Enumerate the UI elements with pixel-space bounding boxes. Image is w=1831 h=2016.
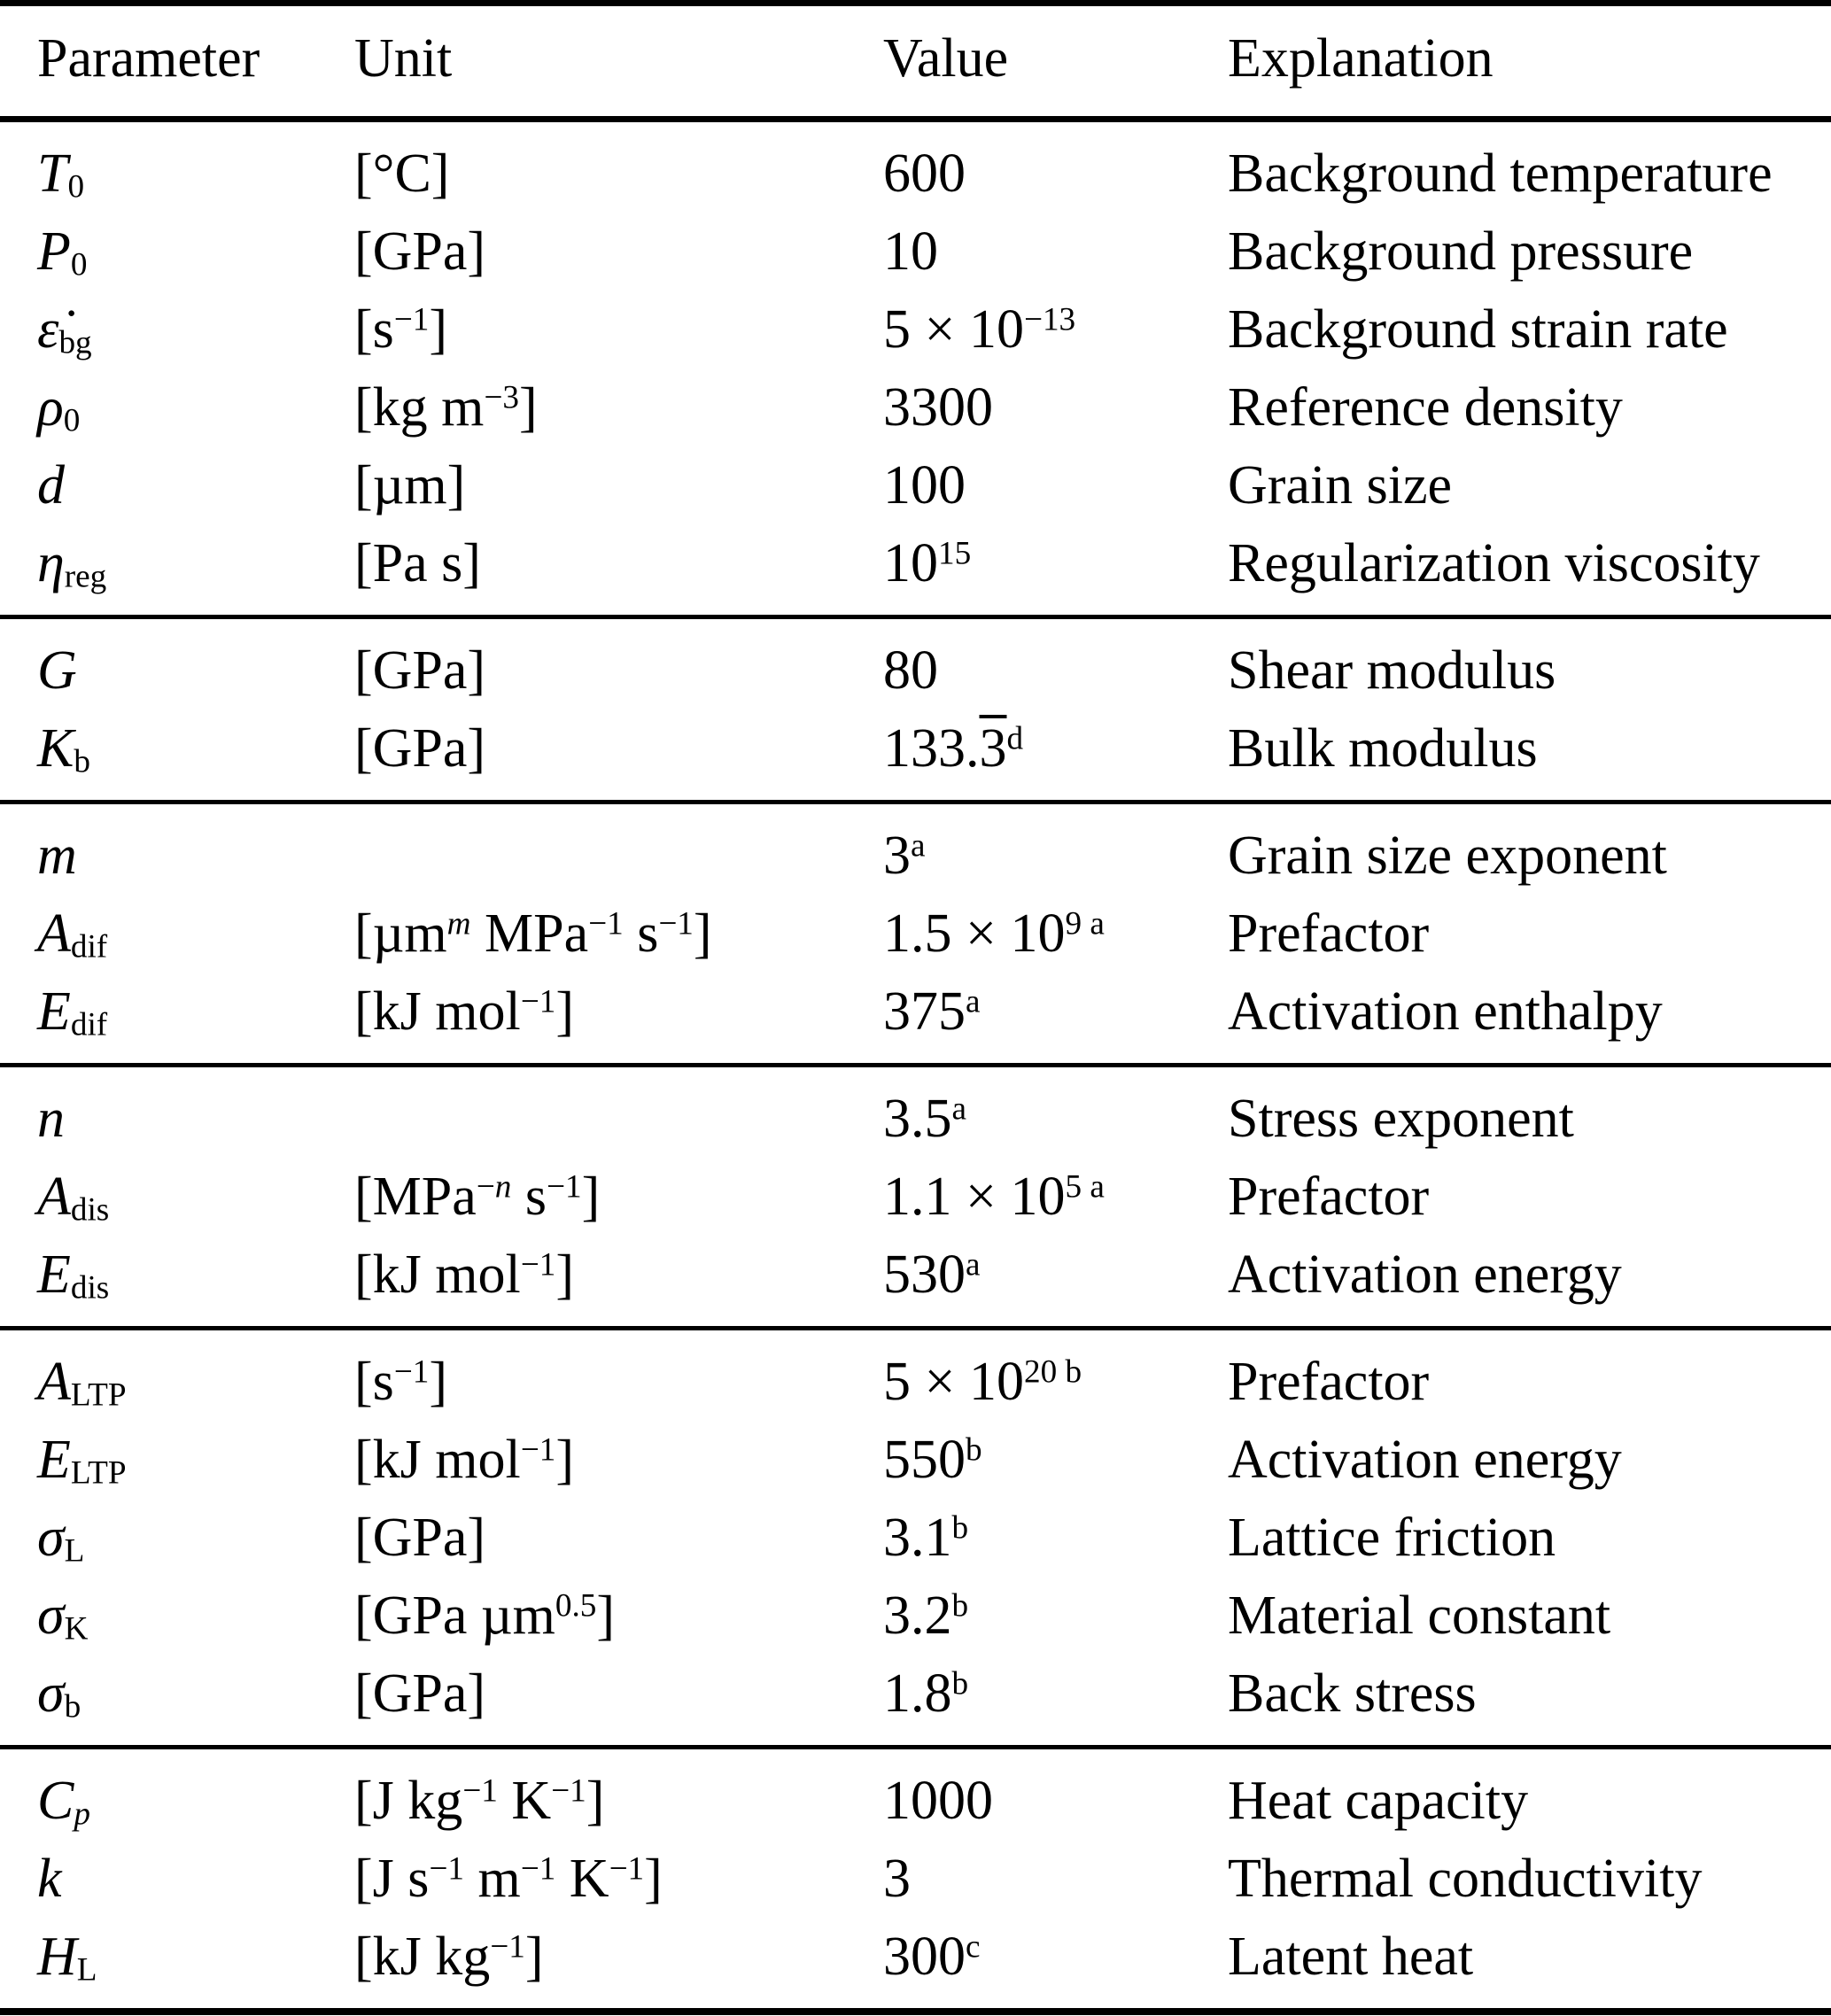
text-run: Prefactor xyxy=(1228,903,1430,964)
text-run: a xyxy=(966,1246,981,1283)
value-cell xyxy=(883,1655,1228,1748)
explanation-cell xyxy=(1228,1918,1831,2012)
text-run: b xyxy=(951,1665,969,1702)
text-run: LTP xyxy=(70,1376,127,1414)
parameter-cell xyxy=(0,1236,354,1329)
col-header-unit: Unit xyxy=(354,28,453,89)
explanation-cell xyxy=(1228,1236,1831,1329)
text-run: [kJ mol xyxy=(354,981,521,1042)
table-row xyxy=(0,803,1831,896)
parameter-cell xyxy=(0,291,354,368)
text-run: K xyxy=(64,1610,89,1648)
text-run: Prefactor xyxy=(1228,1352,1430,1412)
text-run: 3.5 xyxy=(883,1089,952,1149)
value-cell xyxy=(883,973,1228,1066)
text-run: E xyxy=(37,981,71,1042)
text-run: n xyxy=(494,1168,512,1206)
text-run: K xyxy=(497,1771,552,1831)
value-cell xyxy=(883,1918,1228,2012)
unit-cell xyxy=(354,1918,883,2012)
text-run: E xyxy=(37,1244,71,1305)
text-run: 10 xyxy=(883,533,938,593)
table-row xyxy=(0,1329,1831,1422)
text-run: ] xyxy=(429,299,448,360)
parameter-cell xyxy=(0,1655,354,1748)
text-run: −1 xyxy=(609,1850,645,1888)
text-run: 3 xyxy=(883,1849,911,1909)
text-run: dif xyxy=(70,928,108,965)
table-row xyxy=(0,895,1831,973)
text-run: 600 xyxy=(883,143,966,204)
parameter-cell xyxy=(0,617,354,710)
text-run: ] xyxy=(555,1430,574,1490)
value-cell xyxy=(883,524,1228,617)
text-run: −1 xyxy=(429,1850,464,1888)
col-header-value: Value xyxy=(883,28,1009,89)
table-row xyxy=(0,1499,1831,1577)
text-run: m xyxy=(463,1849,521,1909)
unit-cell xyxy=(354,1158,883,1236)
table-row xyxy=(0,709,1831,803)
explanation-cell xyxy=(1228,1329,1831,1422)
text-run: Stress exponent xyxy=(1228,1089,1574,1149)
text-run: k xyxy=(37,1849,62,1909)
text-run: dis xyxy=(70,1269,110,1307)
text-run: p xyxy=(74,1795,90,1833)
col-header-explanation: Explanation xyxy=(1228,28,1494,89)
text-run: 300 xyxy=(883,1927,966,1987)
text-run: ] xyxy=(555,981,574,1042)
table-body xyxy=(0,120,1831,2012)
text-run: [Pa s] xyxy=(354,533,481,593)
text-run: Lattice friction xyxy=(1228,1508,1556,1568)
text-run: n xyxy=(37,1089,65,1149)
table-row xyxy=(0,1918,1831,2012)
text-run: −1 xyxy=(393,1353,430,1391)
text-run: K xyxy=(37,718,74,779)
unit-cell xyxy=(354,1329,883,1422)
value-cell xyxy=(883,1499,1228,1577)
table-row xyxy=(0,617,1831,710)
explanation-cell xyxy=(1228,368,1831,446)
text-run: [°C] xyxy=(354,143,450,204)
text-run: 3.1 xyxy=(883,1508,952,1568)
parameter-cell xyxy=(0,1577,354,1655)
table-row xyxy=(0,1840,1831,1918)
text-run: d xyxy=(37,455,65,516)
unit-cell xyxy=(354,368,883,446)
text-run: b xyxy=(951,1509,969,1547)
explanation-cell xyxy=(1228,446,1831,524)
value-cell xyxy=(883,1421,1228,1499)
text-run: Activation energy xyxy=(1228,1244,1622,1305)
table-row xyxy=(0,368,1831,446)
unit-cell xyxy=(354,1066,883,1159)
text-run: [GPa] xyxy=(354,221,486,282)
text-run: 100 xyxy=(883,455,966,516)
text-run: [GPa] xyxy=(354,718,486,779)
text-run: 0 xyxy=(63,402,81,439)
text-run: ε̇ xyxy=(37,299,59,360)
table-row xyxy=(0,213,1831,291)
text-run: A xyxy=(37,1167,71,1227)
explanation-cell xyxy=(1228,617,1831,710)
table-row xyxy=(0,1748,1831,1841)
col-header-parameter: Parameter xyxy=(37,28,260,89)
text-run: −1 xyxy=(588,905,624,942)
value-cell xyxy=(883,803,1228,896)
unit-cell xyxy=(354,1840,883,1918)
text-run: 3 xyxy=(979,718,1007,779)
value-cell xyxy=(883,895,1228,973)
table-row xyxy=(0,1655,1831,1748)
table-row xyxy=(0,1577,1831,1655)
text-run: [kJ mol xyxy=(354,1430,521,1490)
parameter-cell xyxy=(0,368,354,446)
text-run: −3 xyxy=(484,379,519,416)
text-run: Back stress xyxy=(1228,1663,1477,1724)
text-run: 1000 xyxy=(883,1771,993,1831)
text-run: dis xyxy=(70,1191,110,1229)
parameter-cell xyxy=(0,1066,354,1159)
value-cell xyxy=(883,1236,1228,1329)
text-run: m xyxy=(446,905,471,942)
text-run: ] xyxy=(518,377,538,438)
text-run: [J s xyxy=(354,1849,430,1909)
parameter-cell xyxy=(0,1918,354,2012)
parameter-cell xyxy=(0,213,354,291)
text-run: −1 xyxy=(520,983,556,1020)
text-run: 5 × 10 xyxy=(883,1352,1024,1412)
table-row xyxy=(0,524,1831,617)
text-run: Regularization viscosity xyxy=(1228,533,1760,593)
text-run: Grain size xyxy=(1228,455,1453,516)
text-run: 15 xyxy=(938,535,972,572)
text-run: A xyxy=(37,903,71,964)
text-run: Thermal conductivity xyxy=(1228,1849,1703,1909)
explanation-cell xyxy=(1228,291,1831,368)
table-row xyxy=(0,1421,1831,1499)
text-run: ] xyxy=(693,903,712,964)
explanation-cell xyxy=(1228,709,1831,803)
parameter-cell xyxy=(0,709,354,803)
text-run: 1.1 × 10 xyxy=(883,1167,1066,1227)
text-run: −1 xyxy=(520,1431,556,1469)
value-cell xyxy=(883,213,1228,291)
unit-cell xyxy=(354,617,883,710)
text-run: η xyxy=(37,533,65,593)
value-cell xyxy=(883,709,1228,803)
parameter-cell xyxy=(0,895,354,973)
table-row xyxy=(0,1066,1831,1159)
value-cell xyxy=(883,617,1228,710)
text-run: ] xyxy=(581,1167,601,1227)
text-run: [µm] xyxy=(354,455,466,516)
text-run: −1 xyxy=(462,1772,498,1810)
parameter-cell xyxy=(0,1158,354,1236)
text-run: ] xyxy=(555,1244,574,1305)
text-run: −1 xyxy=(520,1246,556,1283)
text-run: Reference density xyxy=(1228,377,1623,438)
text-run: Grain size exponent xyxy=(1228,826,1667,886)
text-run: −1 xyxy=(658,905,694,942)
text-run: Material constant xyxy=(1228,1586,1611,1646)
text-run: 0 xyxy=(67,168,85,205)
explanation-cell xyxy=(1228,524,1831,617)
text-run: [J kg xyxy=(354,1771,463,1831)
parameter-cell xyxy=(0,973,354,1066)
table-row xyxy=(0,120,1831,213)
text-run: Shear modulus xyxy=(1228,640,1556,701)
text-run: [GPa] xyxy=(354,1663,486,1724)
unit-cell xyxy=(354,120,883,213)
text-run: 5 × 10 xyxy=(883,299,1024,360)
unit-cell xyxy=(354,1655,883,1748)
header-row xyxy=(0,4,1831,120)
text-run: E xyxy=(37,1430,71,1490)
text-run: a xyxy=(911,827,926,865)
table-row xyxy=(0,1236,1831,1329)
text-run: 9 a xyxy=(1065,905,1105,942)
value-cell xyxy=(883,1577,1228,1655)
table-row xyxy=(0,291,1831,368)
explanation-cell xyxy=(1228,973,1831,1066)
explanation-cell xyxy=(1228,120,1831,213)
unit-cell xyxy=(354,1577,883,1655)
value-cell xyxy=(883,446,1228,524)
text-run: b xyxy=(966,1431,982,1469)
value-cell xyxy=(883,1329,1228,1422)
text-run: L xyxy=(76,1951,97,1989)
explanation-cell xyxy=(1228,1655,1831,1748)
text-run: 3.2 xyxy=(883,1586,952,1646)
explanation-cell xyxy=(1228,1158,1831,1236)
unit-cell xyxy=(354,1499,883,1577)
explanation-cell xyxy=(1228,1421,1831,1499)
text-run: C xyxy=(37,1771,74,1831)
text-run: a xyxy=(966,983,981,1020)
text-run: dif xyxy=(70,1006,108,1043)
text-run: [kJ kg xyxy=(354,1927,491,1987)
text-run: 10 xyxy=(883,221,938,282)
parameter-cell xyxy=(0,1840,354,1918)
parameter-cell xyxy=(0,524,354,617)
unit-cell xyxy=(354,524,883,617)
text-run: ] xyxy=(644,1849,663,1909)
parameter-cell xyxy=(0,446,354,524)
text-run: Activation enthalpy xyxy=(1228,981,1663,1042)
unit-cell xyxy=(354,1421,883,1499)
text-run: L xyxy=(64,1532,85,1570)
unit-cell xyxy=(354,446,883,524)
text-run: 0.5 xyxy=(555,1587,597,1624)
text-run: 3300 xyxy=(883,377,993,438)
unit-cell xyxy=(354,709,883,803)
unit-cell xyxy=(354,1236,883,1329)
text-run: ] xyxy=(586,1771,605,1831)
text-run: Heat capacity xyxy=(1228,1771,1529,1831)
table-header xyxy=(0,4,1831,120)
text-run: Prefactor xyxy=(1228,1167,1430,1227)
text-run: −1 xyxy=(520,1850,556,1888)
unit-cell xyxy=(354,803,883,896)
table-row xyxy=(0,446,1831,524)
text-run: P xyxy=(37,221,71,282)
text-run: −1 xyxy=(490,1928,525,1966)
value-cell xyxy=(883,368,1228,446)
explanation-cell xyxy=(1228,895,1831,973)
text-run: 550 xyxy=(883,1430,966,1490)
text-run: [s xyxy=(354,299,394,360)
unit-cell xyxy=(354,291,883,368)
parameter-cell xyxy=(0,1421,354,1499)
text-run: 375 xyxy=(883,981,966,1042)
text-run: σ xyxy=(37,1508,65,1568)
text-run: b xyxy=(64,1688,81,1725)
text-run: σ xyxy=(37,1663,65,1724)
text-run: [kJ mol xyxy=(354,1244,521,1305)
text-run: [MPa xyxy=(354,1167,477,1227)
parameter-cell xyxy=(0,1748,354,1841)
text-run: c xyxy=(966,1928,981,1966)
text-run: 133. xyxy=(883,718,980,779)
text-run: −1 xyxy=(547,1168,582,1206)
text-run: [kg m xyxy=(354,377,485,438)
table-row xyxy=(0,1158,1831,1236)
explanation-cell xyxy=(1228,1499,1831,1577)
text-run: ] xyxy=(596,1586,616,1646)
text-run: 530 xyxy=(883,1244,966,1305)
text-run: [µm xyxy=(354,903,447,964)
text-run: −1 xyxy=(393,301,430,338)
text-run: [GPa] xyxy=(354,640,486,701)
text-run: Activation energy xyxy=(1228,1430,1622,1490)
text-run: 80 xyxy=(883,640,938,701)
text-run: b xyxy=(74,743,90,780)
text-run: 0 xyxy=(70,246,88,283)
explanation-cell xyxy=(1228,1840,1831,1918)
text-run: d xyxy=(1006,720,1024,757)
text-run: [s xyxy=(354,1352,394,1412)
explanation-cell xyxy=(1228,1066,1831,1159)
text-run: Latent heat xyxy=(1228,1927,1474,1987)
text-run: 20 b xyxy=(1023,1353,1082,1391)
unit-cell xyxy=(354,213,883,291)
text-run: LTP xyxy=(70,1454,127,1492)
unit-cell xyxy=(354,973,883,1066)
unit-cell xyxy=(354,1748,883,1841)
text-run: Background strain rate xyxy=(1228,299,1728,360)
text-run: Background pressure xyxy=(1228,221,1694,282)
text-run: H xyxy=(37,1927,77,1987)
text-run: σ xyxy=(37,1586,65,1646)
text-run: 1.5 × 10 xyxy=(883,903,1066,964)
text-run: [GPa µm xyxy=(354,1586,555,1646)
text-run: −1 xyxy=(551,1772,586,1810)
text-run: ρ xyxy=(37,377,64,438)
text-run: A xyxy=(37,1352,71,1412)
text-run: [GPa] xyxy=(354,1508,486,1568)
value-cell xyxy=(883,120,1228,213)
value-cell xyxy=(883,1066,1228,1159)
explanation-cell xyxy=(1228,1577,1831,1655)
text-run: 5 a xyxy=(1065,1168,1105,1206)
parameter-cell xyxy=(0,1499,354,1577)
text-run: b xyxy=(951,1587,969,1624)
text-run: MPa xyxy=(470,903,589,964)
text-run: m xyxy=(37,826,77,886)
text-run: s xyxy=(511,1167,547,1227)
text-run: − xyxy=(476,1168,495,1206)
explanation-cell xyxy=(1228,213,1831,291)
text-run: G xyxy=(37,640,77,701)
text-run: K xyxy=(555,1849,609,1909)
text-run: 3 xyxy=(883,826,911,886)
value-cell xyxy=(883,1748,1228,1841)
text-run: 1.8 xyxy=(883,1663,952,1724)
value-cell xyxy=(883,291,1228,368)
explanation-cell xyxy=(1228,803,1831,896)
unit-cell xyxy=(354,895,883,973)
text-run: s xyxy=(623,903,659,964)
text-run: a xyxy=(951,1090,967,1128)
explanation-cell xyxy=(1228,1748,1831,1841)
text-run: reg xyxy=(64,558,107,595)
table-row xyxy=(0,973,1831,1066)
text-run: Bulk modulus xyxy=(1228,718,1538,779)
parameter-cell xyxy=(0,803,354,896)
parameter-cell xyxy=(0,120,354,213)
text-run: −13 xyxy=(1023,301,1076,338)
text-run: bg xyxy=(58,324,92,361)
text-run: T xyxy=(37,143,68,204)
parameter-cell xyxy=(0,1329,354,1422)
value-cell xyxy=(883,1158,1228,1236)
text-run: ] xyxy=(524,1927,544,1987)
text-run: Background temperature xyxy=(1228,143,1773,204)
value-cell xyxy=(883,1840,1228,1918)
text-run: ] xyxy=(429,1352,448,1412)
